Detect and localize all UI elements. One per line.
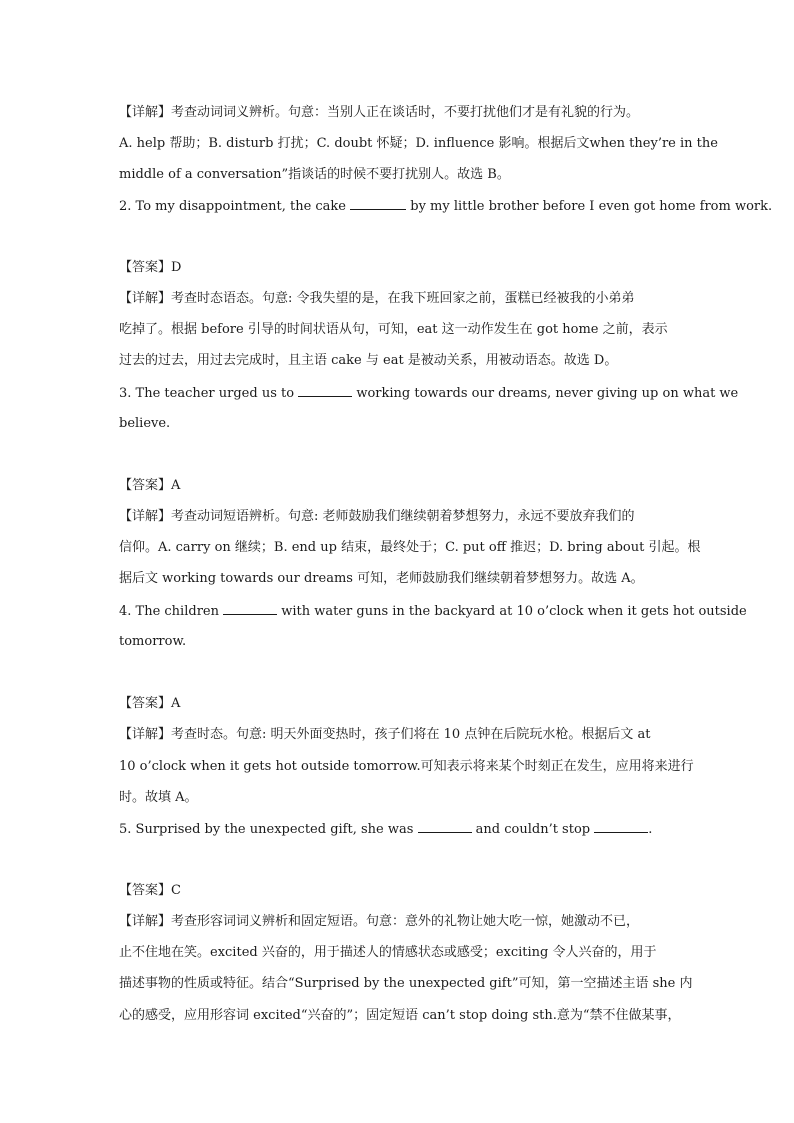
explanation-q2-line1: 【详解】考查时态语态。句意: 令我失望的是，在我下班回家之前，蛋糕已经被我的小弟弟 bbox=[119, 291, 635, 306]
question-3: 3. The teacher urged us to working towards our dreams, never giving up on what we bbox=[119, 386, 739, 401]
explanation-q3-line2: 信仰。A. carry on 继续；B. end up 结束，最终处于；C. put off 推迟；D. bring about 引起。根 bbox=[119, 540, 701, 555]
explanation-q3-line1: 【详解】考查动词短语辨析。句意: 老师鼓励我们继续朝着梦想努力，永远不要放弃我们的 bbox=[119, 509, 635, 524]
answer-q2: 【答案】D bbox=[119, 260, 182, 275]
explanation-q1-line2: A. help 帮助；B. disturb 打扰；C. doubt 怀疑；D. influence 影响。根据后文when they’re in the bbox=[119, 136, 718, 151]
explanation-q1-line3: middle of a conversation”指谈话的时候不要打扰别人。故选 B。 bbox=[119, 167, 510, 182]
answer-blank bbox=[223, 602, 277, 615]
explanation-q5-line1: 【详解】考查形容词词义辨析和固定短语。句意：意外的礼物让她大吃一惊，她激动不已， bbox=[119, 914, 640, 929]
question-4-continued: tomorrow. bbox=[119, 634, 187, 649]
explanation-q3-line3: 据后文 working towards our dreams 可知，老师鼓励我们继续朝着梦想努力。故选 A。 bbox=[119, 571, 644, 586]
answer-blank-1 bbox=[418, 820, 472, 833]
answer-q4: 【答案】A bbox=[119, 696, 181, 711]
answer-blank-2 bbox=[594, 820, 648, 833]
question-5: 5. Surprised by the unexpected gift, she was and couldn’t stop . bbox=[119, 822, 653, 837]
explanation-q5-line4: 心的感受，应用形容词 excited“兴奋的”；固定短语 can’t stop doing sth.意为“禁不住做某事， bbox=[119, 1008, 681, 1023]
explanation-q4-line1: 【详解】考查时态。句意: 明天外面变热时，孩子们将在 10 点钟在后院玩水枪。根据后文 at bbox=[119, 727, 651, 742]
answer-q5: 【答案】C bbox=[119, 883, 181, 898]
question-3-continued: believe. bbox=[119, 416, 171, 431]
explanation-q4-line3: 时。故填 A。 bbox=[119, 790, 198, 805]
answer-blank bbox=[350, 197, 406, 210]
question-2: 2. To my disappointment, the cake by my little brother before I even got home from work. bbox=[119, 199, 773, 214]
question-4: 4. The children with water guns in the backyard at 10 o’clock when it gets hot outside bbox=[119, 604, 747, 619]
explanation-q5-line2: 止不住地在笑。excited 兴奋的，用于描述人的情感状态或感受；exciting 令人兴奋的，用于 bbox=[119, 945, 657, 960]
explanation-q2-line3: 过去的过去，用过去完成时，且主语 cake 与 eat 是被动关系，用被动语态。故选 D。 bbox=[119, 353, 618, 368]
explanation-q2-line2: 吃掉了。根据 before 引导的时间状语从句，可知，eat 这一动作发生在 got home 之前，表示 bbox=[119, 322, 668, 337]
explanation-q4-line2: 10 o’clock when it gets hot outside tomorrow.可知表示将来某个时刻正在发生，应用将来进行 bbox=[119, 759, 694, 774]
explanation-q5-line3: 描述事物的性质或特征。结合“Surprised by the unexpected gift”可知，第一空描述主语 she 内 bbox=[119, 976, 693, 991]
answer-blank bbox=[298, 384, 352, 397]
explanation-q1-line1: 【详解】考查动词词义辨析。句意：当别人正在谈话时，不要打扰他们才是有礼貌的行为。 bbox=[119, 105, 640, 120]
answer-q3: 【答案】A bbox=[119, 478, 181, 493]
